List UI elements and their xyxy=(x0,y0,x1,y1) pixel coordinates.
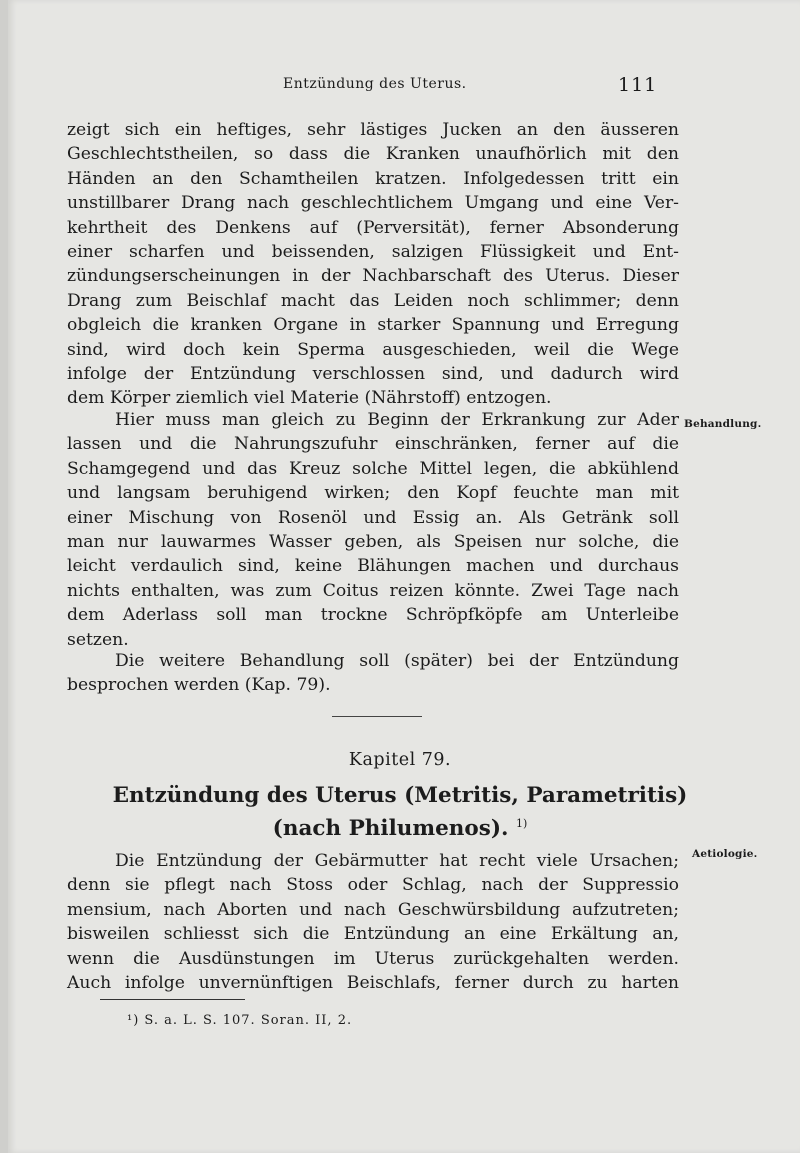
section-divider xyxy=(332,716,422,717)
text-line: mensium, nach Aborten und nach Geschwürsbildung aufzutreten; xyxy=(67,899,679,920)
text-line: sind, wird doch kein Sperma ausgeschieden, weil die Wege xyxy=(67,339,679,360)
text-line: Auch infolge unvernünftigen Beischlafs, ferner durch zu harten xyxy=(67,973,679,994)
footnote: ¹) S. a. L. S. 107. Soran. II, 2. xyxy=(127,1013,353,1028)
margin-note-behandlung: Behandlung. xyxy=(684,418,762,430)
chapter-title-line-2 xyxy=(0,810,800,843)
text-line: besprochen werden (Kap. 79). xyxy=(67,675,331,696)
text-line: wenn die Ausdünstungen im Uterus zurückgehalten werden. xyxy=(67,948,679,969)
text-line: dem Aderlass soll man trockne Schröpfköpfe am Unterleibe xyxy=(67,605,679,626)
text-line: denn sie pflegt nach Stoss oder Schlag, nach der Suppressio xyxy=(67,875,679,896)
paragraph-treatment xyxy=(67,408,679,652)
text-line: Die Entzündung der Gebärmutter hat recht viele Ursachen; xyxy=(115,851,679,871)
text-line: Die weitere Behandlung soll (später) bei der Entzündung xyxy=(115,651,679,671)
text-line: einer scharfen und beissenden, salzigen Flüssigkeit und Ent- xyxy=(67,242,679,263)
footnote-divider xyxy=(100,999,245,1000)
text-line: Schamgegend und das Kreuz solche Mittel legen, die abkühlend xyxy=(67,458,679,479)
text-line: Händen an den Schamtheilen kratzen. Infolgedessen tritt ein xyxy=(67,168,679,189)
chapter-label: Kapitel 79. xyxy=(348,750,452,770)
text-line: einer Mischung von Rosenöl und Essig an. Als Getränk soll xyxy=(67,507,679,528)
text-line: leicht verdaulich sind, keine Blähungen machen und durchaus xyxy=(67,556,679,577)
text-line: Geschlechtstheilen, so dass die Kranken unaufhörlich mit den xyxy=(67,144,679,165)
text-line: setzen. xyxy=(67,629,129,650)
text-line: man nur lauwarmes Wasser geben, als Speisen nur solche, die xyxy=(67,532,679,553)
paragraph-further-treatment xyxy=(67,649,679,698)
text-line: nichts enthalten, was zum Coitus reizen könnte. Zwei Tage nach xyxy=(67,580,679,601)
text-line: dem Körper ziemlich viel Materie (Nährstoff) entzogen. xyxy=(67,388,552,409)
text-line: bisweilen schliesst sich die Entzündung an eine Erkältung an, xyxy=(67,924,679,945)
text-line: lassen und die Nahrungszufuhr einschränken, ferner auf die xyxy=(67,434,679,455)
margin-note-aetiologie: Aetiologie. xyxy=(692,848,758,860)
chapter-title xyxy=(0,782,800,843)
paragraph-symptoms xyxy=(67,118,679,411)
footnote-marker: 1) xyxy=(516,817,528,830)
text-line: zündungserscheinungen in der Nachbarschaft des Uterus. Dieser xyxy=(67,266,679,287)
text-line: und langsam beruhigend wirken; den Kopf feuchte man mit xyxy=(67,483,679,504)
text-line: zeigt sich ein heftiges, sehr lästiges Jucken an den äusseren xyxy=(67,120,679,140)
text-line: obgleich die kranken Organe in starker Spannung und Erregung xyxy=(67,315,679,336)
chapter-title-line-2-text: (nach Philumenos). xyxy=(272,816,509,842)
text-line: Hier muss man gleich zu Beginn der Erkrankung zur Ader xyxy=(115,410,679,430)
text-line: infolge der Entzündung verschlossen sind, und dadurch wird xyxy=(67,364,679,385)
page-number: 111 xyxy=(618,74,658,96)
text-line: Drang zum Beischlaf macht das Leiden noch schlimmer; denn xyxy=(67,290,679,311)
text-line: kehrtheit des Denkens auf (Perversität), ferner Absonderung xyxy=(67,217,679,238)
chapter-title-line-1: Entzündung des Uterus (Metritis, Parametritis) xyxy=(112,783,688,808)
running-title: Entzündung des Uterus. xyxy=(283,76,467,92)
text-line: unstillbarer Drang nach geschlechtlichem Umgang und eine Ver- xyxy=(67,193,679,214)
paragraph-aetiology xyxy=(67,849,679,995)
page-header xyxy=(0,74,800,98)
